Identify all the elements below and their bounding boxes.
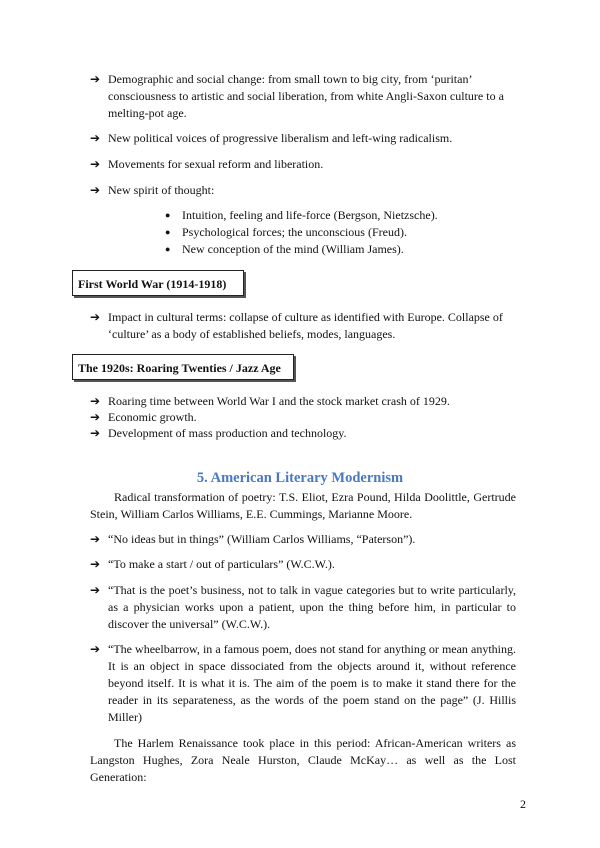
arrow-bullet-icon: ➔: [90, 72, 101, 86]
bullet-cultural-impact: Impact in cultural terms: collapse of culture as identified with Europe. Collapse of ‘culture’ as a body of established beliefs, modes, languages.: [108, 310, 503, 341]
quote-no-ideas: “No ideas but in things” (William Carlos Williams, “Paterson”).: [108, 532, 416, 546]
arrow-bullet-icon: ➔: [90, 532, 101, 546]
dot-bullet-icon: ●: [165, 244, 171, 254]
arrow-bullet-icon: ➔: [90, 426, 101, 440]
section-heading: 5. American Literary Modernism: [196, 470, 404, 486]
sub-bullet-intuition: Intuition, feeling and life-force (Bergson, Nietzsche).: [182, 208, 438, 222]
sub-bullet-psychological: Psychological forces; the unconscious (Freud).: [182, 225, 407, 239]
arrow-bullet-icon: ➔: [90, 583, 101, 597]
sub-bullet-mind: New conception of the mind (William James).: [182, 242, 404, 256]
bullet-political: New political voices of progressive liberalism and left-wing radicalism.: [108, 131, 453, 145]
arrow-bullet-icon: ➔: [90, 157, 101, 171]
dot-bullet-icon: ●: [165, 227, 171, 237]
bullet-roaring-time: Roaring time between World War I and the stock market crash of 1929.: [108, 394, 450, 408]
quote-poets-business: “That is the poet’s business, not to talk in vague categories but to write particularly, as a physician works upon a patient, upon the thing before him, in particular to discover the universal” (W.C.W.).: [108, 583, 516, 631]
wwi-heading-box: First World War (1914-1918): [72, 270, 244, 296]
bullet-spirit-of-thought: New spirit of thought:: [108, 183, 215, 197]
arrow-bullet-icon: ➔: [90, 310, 101, 324]
arrow-bullet-icon: ➔: [90, 642, 101, 656]
quote-make-a-start: “To make a start / out of particulars” (W.C.W.).: [108, 557, 335, 571]
arrow-bullet-icon: ➔: [90, 410, 101, 424]
twenties-heading-box: The 1920s: Roaring Twenties / Jazz Age: [72, 354, 294, 380]
arrow-bullet-icon: ➔: [90, 131, 101, 145]
arrow-bullet-icon: ➔: [90, 183, 101, 197]
quote-wheelbarrow: “The wheelbarrow, in a famous poem, does not stand for anything or mean anything. It is an object in space dissociated from the objects around it, without reference beyond itself. It is what it is. The aim of the poem is to make it stand there for the reader in its separateness, as the words of the poem stand on the page” (J. Hillis Miller): [108, 642, 516, 724]
bullet-economic-growth: Economic growth.: [108, 410, 197, 424]
arrow-bullet-icon: ➔: [90, 394, 101, 408]
bullet-demographic: Demographic and social change: from small town to big city, from ‘puritan’ consciousness to artistic and social liberation, from white Angli-Saxon culture to a melting-pot age.: [108, 72, 504, 120]
dot-bullet-icon: ●: [165, 210, 171, 220]
arrow-bullet-icon: ➔: [90, 557, 101, 571]
page-number: 2: [520, 797, 526, 811]
section-intro-paragraph: Radical transformation of poetry: T.S. Eliot, Ezra Pound, Hilda Doolittle, Gertrude Stein, William Carlos Williams, E.E. Cummings, Marianne Moore.: [90, 490, 516, 521]
bullet-sexual-reform: Movements for sexual reform and liberation.: [108, 157, 324, 171]
harlem-paragraph: The Harlem Renaissance took place in this period: African-American writers as Langston Hughes, Zora Neale Hurston, Claude McKay… as well as the Lost Generation:: [90, 736, 516, 784]
bullet-mass-production: Development of mass production and technology.: [108, 426, 347, 440]
